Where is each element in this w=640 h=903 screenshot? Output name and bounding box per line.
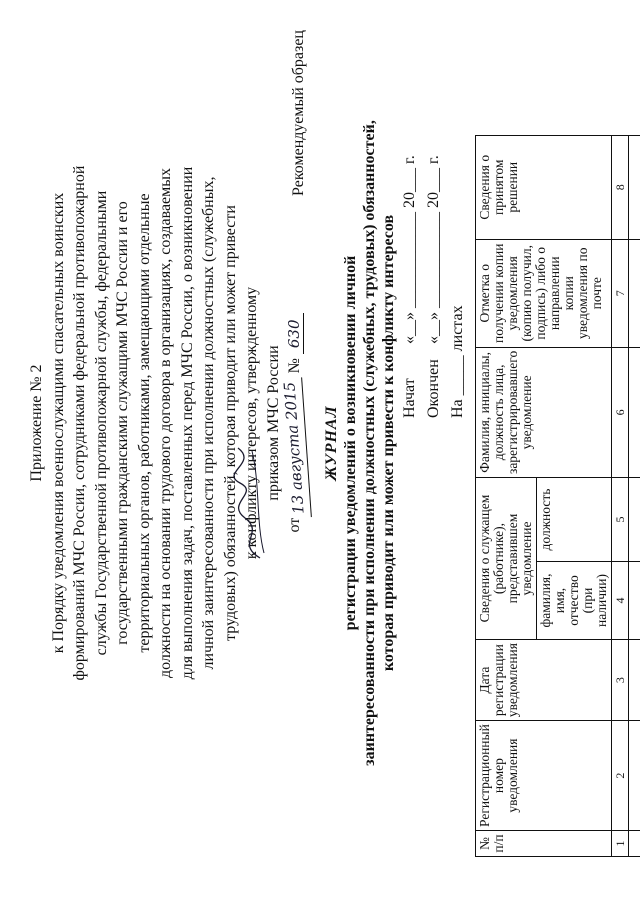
finished-row [422, 155, 446, 418]
table-cell [629, 239, 640, 347]
order-no-prefix: № [286, 358, 303, 374]
started-row [398, 155, 422, 418]
table-cell [629, 135, 640, 239]
finished-value: «__» ____________ 20___ г. [425, 155, 442, 344]
appendix-line: должности на основании трудового договора в организациях, создаваемых [157, 167, 174, 679]
sheets-prefix: На [449, 399, 466, 418]
table-row [629, 135, 640, 856]
header-cell-no: № п/п [476, 831, 612, 857]
appendix-line: приказом МЧС России [264, 345, 282, 501]
table-cell [629, 721, 640, 831]
column-number: 6 [612, 347, 629, 477]
column-number: 2 [612, 721, 629, 831]
header-cell-registrar: Фамилия, инициалы, должность лица, зарегистрировавшего уведомление [476, 347, 612, 477]
order-date-handwritten: 13 августа 2015 [279, 377, 311, 519]
table-cell [629, 478, 640, 562]
recommended-sample-label: Рекомендуемый образец [290, 30, 307, 196]
appendix-line: личной заинтересованности при исполнении должностных (служебных, [200, 176, 217, 670]
appendix-line: территориальных органов, работниками, замещающими отдельные [135, 193, 153, 653]
header-cell-reg-date: Дата регистрации уведомления [476, 640, 612, 721]
header-cell-fio: фамилия, имя, отчество (при наличии) [537, 562, 612, 640]
header-cell-decision: Сведения о принятом решении [476, 135, 612, 239]
column-number: 7 [612, 239, 629, 347]
appendix-line: к Порядку уведомления военнослужащими спасательных воинских [49, 192, 67, 654]
column-number: 3 [612, 640, 629, 721]
journal-title-block [322, 93, 398, 793]
table-row [612, 135, 629, 856]
appendix-line: к конфликту интересов, утвержденному [243, 286, 260, 560]
column-number: 4 [612, 562, 629, 640]
sheets-row [446, 155, 470, 418]
appendix-line: государственными гражданскими служащими МЧС России и его [114, 201, 131, 645]
journal-table [475, 135, 640, 857]
appendix-line: для выполнения задач, поставленных перед МЧС России, о возникновении [178, 166, 196, 680]
appendix-line: службы Государственной противопожарной службы, федеральными [92, 190, 110, 656]
appendix-header [26, 143, 307, 703]
header-cell-copy-mark: Отметка о получении копии уведомления (копию получил, подпись) либо о направлении копии уведомления по почте [476, 239, 612, 347]
journal-title: ЖУРНАЛ [323, 405, 340, 481]
table-cell [629, 562, 640, 640]
journal-subtitle-line: которая приводит или может привести к конфликту интересов [380, 214, 397, 672]
appendix-line: Приложение № 2 [28, 364, 45, 482]
column-number: 5 [612, 478, 629, 562]
journal-meta [398, 155, 470, 418]
header-cell-reg-number: Регистрационный номер уведомления [476, 721, 612, 831]
table-cell [629, 347, 640, 477]
signature-scribble [230, 443, 270, 563]
appendix-line: формирований МЧС России, сотрудниками федеральной противопожарной [71, 165, 88, 681]
order-number-handwritten: 630 [285, 314, 304, 355]
started-label: Начат [401, 378, 418, 418]
order-prefix: от [286, 517, 303, 533]
appendix-line: трудовых) обязанностей, которая приводит или может привести [221, 205, 239, 641]
header-cell-employee-group: Сведения о служащем (работнике), представившем уведомление [476, 478, 537, 640]
header-cell-position: должность [537, 478, 612, 562]
started-value: «__» ____________ 20___ г. [401, 155, 418, 344]
journal-subtitle-line: регистрации уведомлений о возникновении личной [342, 255, 359, 631]
sheets-value: _____ листах [449, 305, 466, 396]
order-reference [280, 143, 308, 703]
table-cell [629, 640, 640, 721]
table-header-row [476, 135, 537, 856]
column-number: 1 [612, 831, 629, 857]
table-cell [629, 831, 640, 857]
journal-subtitle-line: заинтересованности при исполнении должностных (служебных, трудовых) обязанностей, [361, 120, 378, 766]
column-number: 8 [612, 135, 629, 239]
finished-label: Окончен [425, 359, 442, 418]
